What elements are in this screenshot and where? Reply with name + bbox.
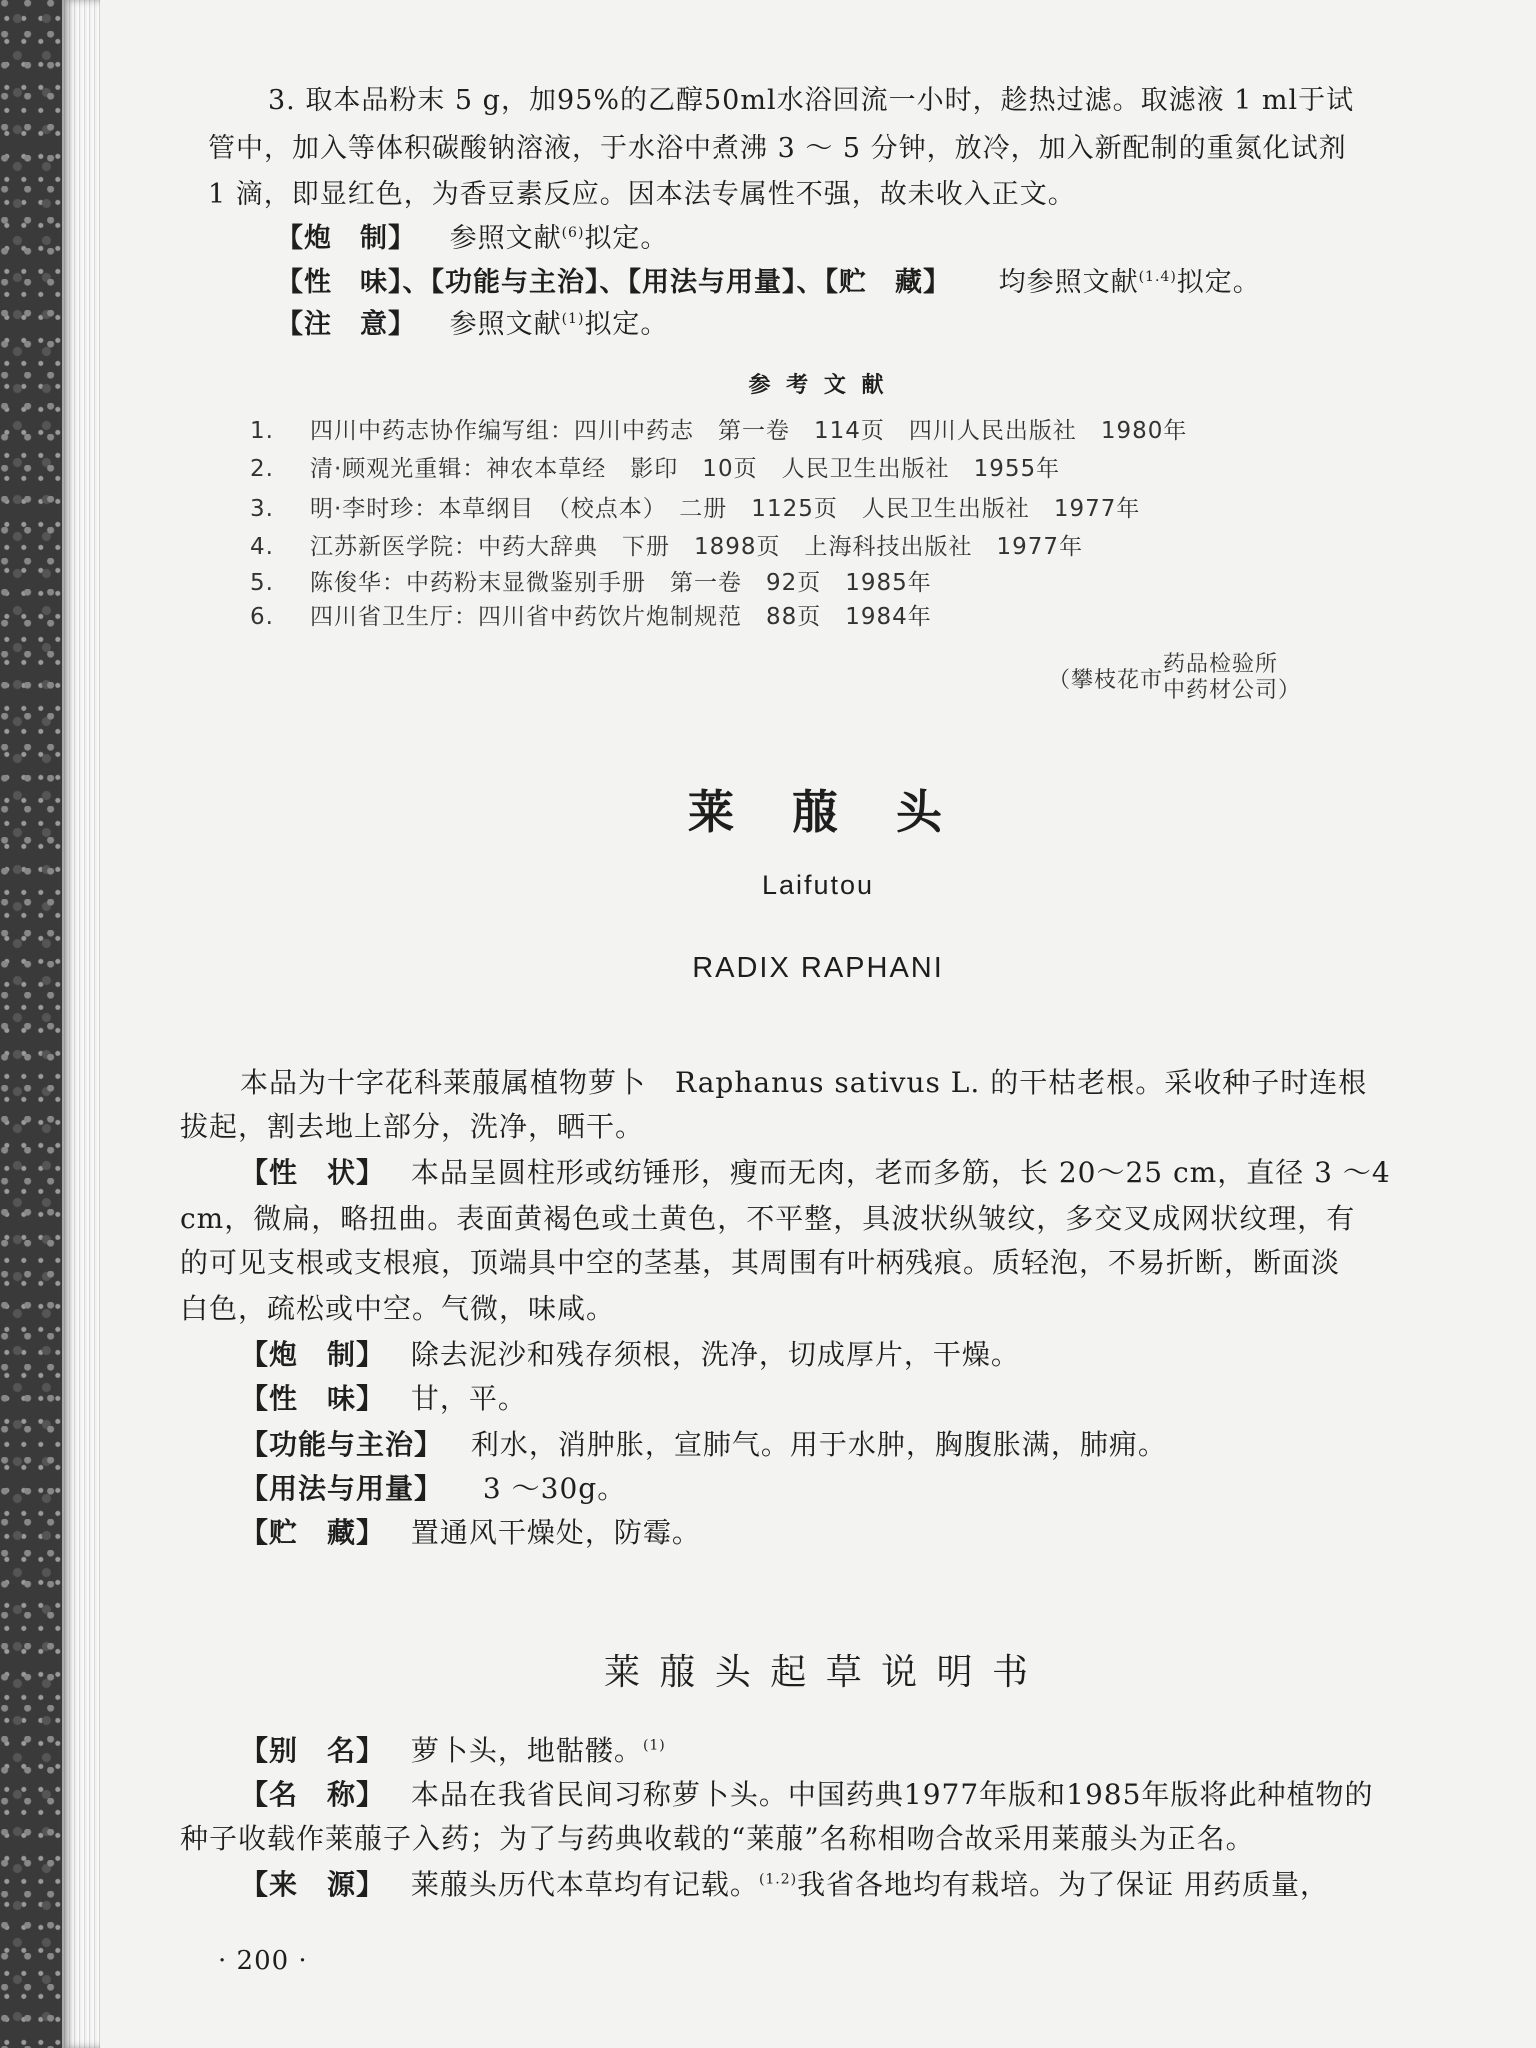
paozhi-note: [276, 222, 668, 256]
xingwei-text: 均参照文献: [998, 267, 1139, 298]
page-edges: [62, 0, 100, 2048]
attribution: [1048, 652, 1301, 704]
entry-paozhi: [240, 1338, 1020, 1372]
entry-gongneng-text: 利水，消肿胀，宣肺气。用于水肿，胸腹胀满，肺痈。: [470, 1428, 1167, 1461]
draft-bieming-label: 【别 名】: [240, 1734, 386, 1767]
reference-item: [250, 530, 1083, 564]
xingwei-labels: 【性 味】、【功能与主治】、【用法与用量】、【贮 藏】: [276, 267, 951, 298]
entry-yongfa: [240, 1472, 626, 1506]
reference-num: 6.: [250, 604, 274, 630]
reference-text: 陈俊华：中药粉末显微鉴别手册 第一卷 92页 1985年: [310, 570, 932, 596]
reference-num: 3.: [250, 496, 274, 522]
attribution-org-2: 中药材公司）: [1163, 678, 1302, 703]
paozhi-sup: (6): [561, 225, 585, 241]
draft-title: 莱 菔 头 起 草 说 明 书: [603, 1652, 1033, 1693]
draft-bieming-sup: (1): [642, 1737, 666, 1754]
entry-paozhi-text: 除去泥沙和残存须根，洗净，切成厚片，干燥。: [410, 1338, 1020, 1371]
zhuyi-tail: 拟定。: [584, 309, 669, 340]
entry-gongneng: [240, 1428, 1167, 1462]
draft-bieming-text: 萝卜头，地骷髅。: [410, 1734, 643, 1767]
reference-text: 江苏新医学院：中药大辞典 下册 1898页 上海科技出版社 1977年: [310, 534, 1084, 560]
xingzhuang-line-2: cm，微扁，略扭曲。表面黄褐色或土黄色，不平整，具波状纵皱纹，多交叉成网状纹理，有: [180, 1202, 1356, 1235]
draft-mingcheng-text-1: 本品在我省民间习称萝卜头。中国药典1977年版和1985年版将此种植物的: [410, 1778, 1374, 1811]
attribution-org-1: 药品检验所: [1163, 652, 1279, 677]
xingzhuang-text-1: 本品呈圆柱形或纺锤形，瘦而无肉，老而多筋，长 20～25 cm，直径 3 ～4: [410, 1156, 1391, 1189]
reference-num: 4.: [250, 534, 274, 560]
entry-xingwei: [240, 1382, 527, 1416]
reference-text: 四川省卫生厅：四川省中药饮片炮制规范 88页 1984年: [310, 604, 932, 630]
continuation-line-2: 管中，加入等体积碳酸钠溶液，于水浴中煮沸 3 ～ 5 分钟，放冷，加入新配制的重氮化试剂: [208, 133, 1347, 164]
entry-pinyin: Laifutou: [761, 870, 875, 900]
entry-yongfa-label: 【用法与用量】: [240, 1472, 444, 1505]
entry-xingwei-text: 甘，平。: [410, 1382, 527, 1415]
draft-mingcheng: [240, 1778, 1373, 1812]
entry-intro-2: 拔起，割去地上部分，洗净，晒干。: [180, 1110, 645, 1143]
entry-intro-1: 本品为十字花科莱菔属植物萝卜 Raphanus sativus L. 的干枯老根。采收种子时连根: [240, 1066, 1368, 1099]
entry-zhucang: [240, 1516, 701, 1550]
entry-zhucang-label: 【贮 藏】: [240, 1516, 386, 1549]
entry-yongfa-text: 3 ～30g。: [482, 1472, 627, 1505]
reference-item: [250, 414, 1187, 448]
xingwei-sup: (1.4): [1138, 269, 1177, 285]
attribution-orgs: [1163, 652, 1301, 704]
reference-num: 5.: [250, 570, 274, 596]
reference-item: [250, 492, 1140, 526]
draft-laiyuan-label: 【来 源】: [240, 1868, 386, 1901]
continuation-line-3: 1 滴，即显红色，为香豆素反应。因本法专属性不强，故未收入正文。: [208, 179, 1076, 210]
entry-title: 莱 菔 头: [688, 785, 948, 839]
xingzhuang-line-4: 白色，疏松或中空。气微，味咸。: [180, 1292, 616, 1325]
draft-laiyuan-sup: (1.2): [758, 1871, 798, 1888]
paozhi-label: 【炮 制】: [276, 223, 416, 254]
draft-mingcheng-label: 【名 称】: [240, 1778, 386, 1811]
reference-num: 1.: [250, 418, 274, 444]
xingwei-note: [276, 266, 1261, 300]
zhuyi-label: 【注 意】: [276, 309, 416, 340]
zhuyi-sup: (1): [561, 311, 585, 327]
draft-laiyuan-text-b: 我省各地均有栽培。为了保证 用药质量，: [797, 1868, 1330, 1901]
entry-paozhi-label: 【炮 制】: [240, 1338, 386, 1371]
xingwei-tail: 拟定。: [1176, 267, 1261, 298]
entry-xingwei-label: 【性 味】: [240, 1382, 386, 1415]
reference-text: 明·李时珍：本草纲目 （校点本） 二册 1125页 人民卫生出版社 1977年: [310, 496, 1141, 522]
continuation-line-1: 3. 取本品粉末 5 g，加95%的乙醇50ml水浴回流一小时，趁热过滤。取滤液 1 ml于试: [268, 85, 1355, 116]
page-number: · 200 ·: [218, 1946, 308, 1976]
references-heading: 参 考 文 献: [748, 373, 888, 398]
attribution-city: （攀枝花市: [1048, 667, 1164, 693]
entry-latin: RADIX RAPHANI: [692, 952, 944, 984]
draft-laiyuan: [240, 1868, 1329, 1902]
zhuyi-note: [276, 308, 668, 342]
draft-laiyuan-text-a: 莱菔头历代本草均有记载。: [410, 1868, 759, 1901]
reference-item: [250, 566, 932, 600]
zhuyi-text: 参照文献: [449, 309, 562, 340]
background-surface: [0, 0, 70, 2048]
reference-text: 四川中药志协作编写组：四川中药志 第一卷 114页 四川人民出版社 1980年: [310, 418, 1188, 444]
xingzhuang-line-1: [240, 1156, 1391, 1190]
reference-num: 2.: [250, 456, 274, 482]
draft-mingcheng-text-2: 种子收载作莱菔子入药；为了与药典收载的“莱菔”名称相吻合故采用莱菔头为正名。: [180, 1822, 1255, 1855]
reference-text: 清·顾观光重辑：神农本草经 影印 10页 人民卫生出版社 1955年: [310, 456, 1061, 482]
paozhi-text: 参照文献: [449, 223, 562, 254]
xingzhuang-label: 【性 状】: [240, 1156, 386, 1189]
xingzhuang-line-3: 的可见支根或支根痕，顶端具中空的茎基，其周围有叶柄残痕。质轻泡，不易折断，断面淡: [180, 1246, 1341, 1279]
draft-bieming: [240, 1734, 666, 1768]
reference-item: [250, 452, 1060, 486]
paozhi-tail: 拟定。: [584, 223, 669, 254]
book-page: [100, 0, 1536, 2048]
reference-item: [250, 600, 932, 634]
entry-zhucang-text: 置通风干燥处，防霉。: [410, 1516, 701, 1549]
entry-gongneng-label: 【功能与主治】: [240, 1428, 444, 1461]
